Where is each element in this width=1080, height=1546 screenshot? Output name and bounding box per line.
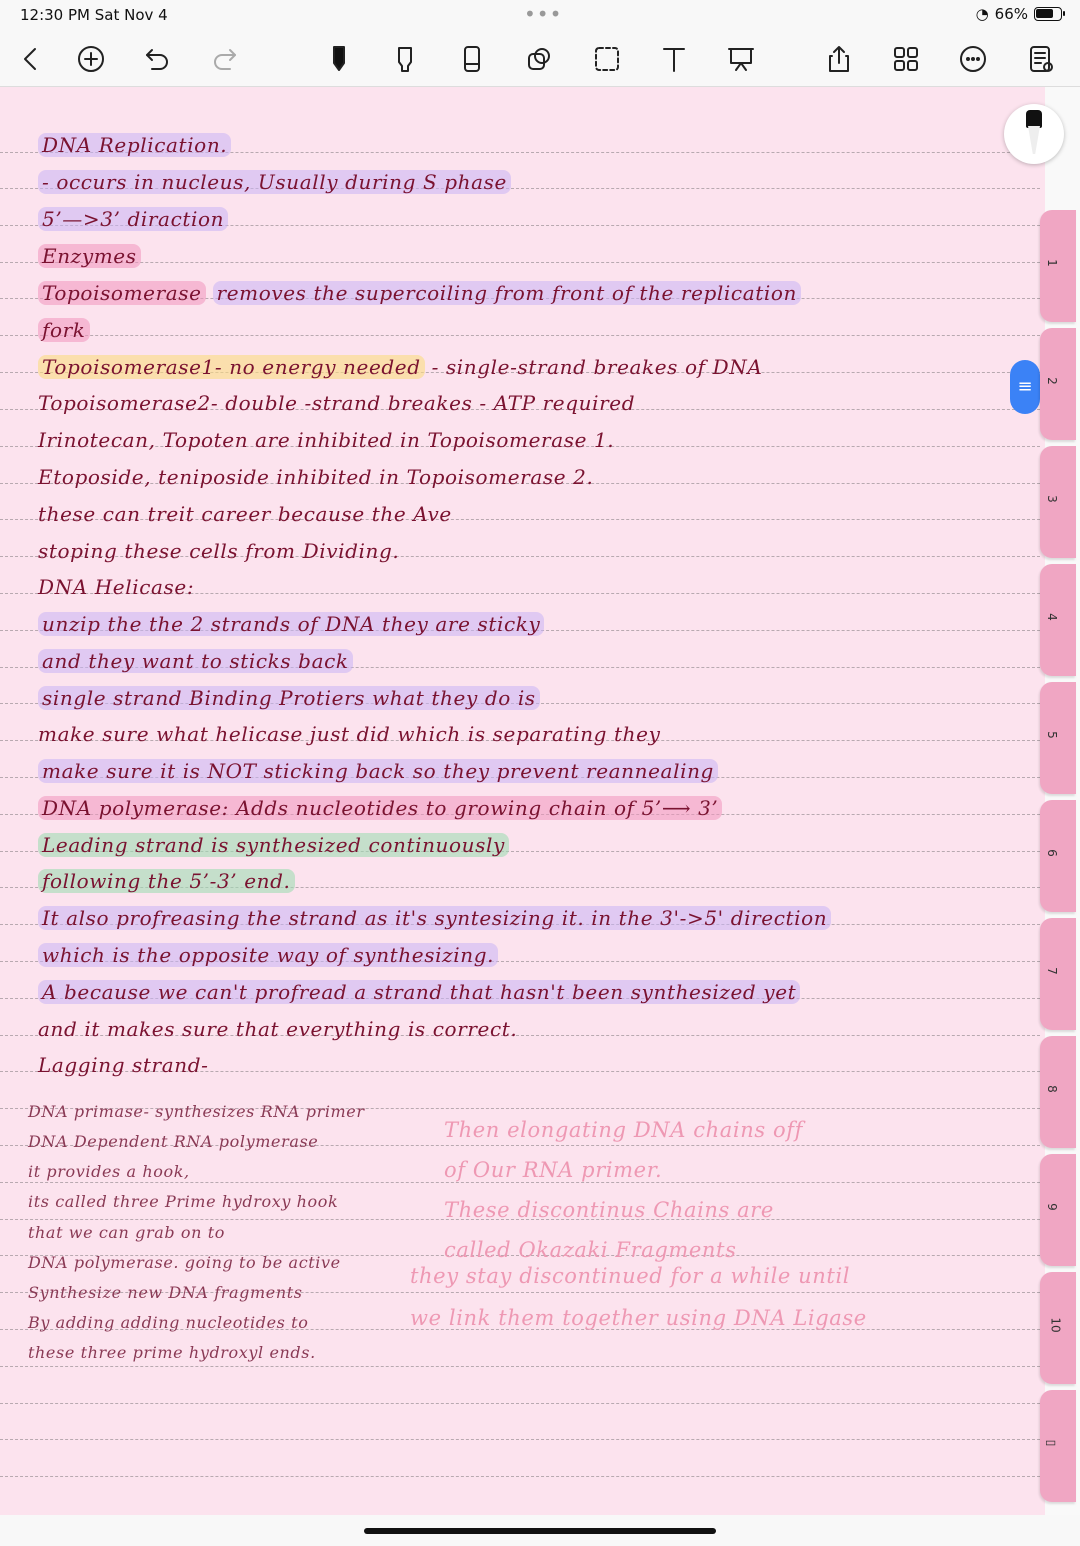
note-left-line: these three prime hydroxyl ends. — [28, 1343, 316, 1362]
note-left-line: its called three Prime hydroxy hook — [28, 1192, 339, 1211]
rule-line — [0, 1439, 1040, 1440]
note-line: It also profreasing the strand as it's syntesizing it. in the 3'->5' direction — [38, 906, 831, 930]
note-line: A because we can't profread a strand that hasn't been synthesized yet — [38, 980, 800, 1004]
back-icon[interactable] — [12, 40, 50, 78]
page-icon: ▯ — [1044, 1439, 1059, 1447]
section-tabs — [1040, 90, 1080, 1530]
tab-9[interactable]: 9 — [1040, 1154, 1076, 1266]
note-line: which is the opposite way of synthesizing. — [38, 943, 498, 967]
note-line: Topoisomerase2- double -strand breakes - ATP required — [38, 391, 636, 415]
note-line: make sure what helicase just did which is separating they — [38, 722, 661, 746]
wifi-icon: ◔ — [975, 5, 989, 23]
note-heading: Enzymes — [38, 244, 141, 268]
battery-icon — [1034, 7, 1062, 21]
note-line: unzip the the 2 strands of DNA they are sticky — [38, 612, 544, 636]
note-line: stoping these cells from Dividing. — [38, 539, 400, 563]
undo-icon[interactable] — [138, 40, 176, 78]
note-left-line: DNA polymerase. going to be active — [28, 1253, 341, 1272]
multitask-dots[interactable]: ••• — [524, 2, 563, 26]
rule-line — [0, 1476, 1040, 1477]
note-heading: DNA Helicase: — [38, 575, 195, 599]
note-left-line: it provides a hook, — [28, 1162, 190, 1181]
pen-icon[interactable] — [320, 40, 358, 78]
tab-5[interactable]: 5 — [1040, 682, 1076, 794]
eraser-icon[interactable] — [453, 40, 491, 78]
note-left-line: DNA Dependent RNA polymerase — [28, 1132, 319, 1151]
more-icon[interactable] — [954, 40, 992, 78]
clock: 12:30 PM Sat Nov 4 — [20, 6, 168, 24]
share-icon[interactable] — [820, 40, 858, 78]
note-left-line: Synthesize new DNA fragments — [28, 1283, 303, 1302]
tab-10[interactable]: 10 — [1040, 1272, 1076, 1384]
lasso-icon[interactable] — [588, 40, 626, 78]
note-line: make sure it is NOT sticking back so they prevent reannealing — [38, 759, 718, 783]
home-indicator[interactable] — [364, 1528, 716, 1534]
note-line: these can treit career because the Ave — [38, 502, 452, 526]
note-right-line: we link them together using DNA Ligase — [410, 1306, 867, 1330]
note-heading: Lagging strand- — [38, 1053, 209, 1077]
shapes-icon[interactable] — [520, 40, 558, 78]
tab-2[interactable]: 2 — [1040, 328, 1076, 440]
note-line: fork — [38, 318, 90, 342]
note-right-line: Then elongating DNA chains off — [444, 1118, 803, 1142]
notebook-icon[interactable] — [1022, 40, 1060, 78]
rule-line — [0, 1403, 1040, 1404]
grid-view-icon[interactable] — [887, 40, 925, 78]
note-line: 5’—>3’ diraction — [38, 207, 228, 231]
text-icon[interactable] — [655, 40, 693, 78]
tab-3[interactable]: 3 — [1040, 446, 1076, 558]
note-line: Etoposide, teniposide inhibited in Topoisomerase 2. — [38, 465, 594, 489]
toolbar — [0, 32, 1080, 87]
status-right — [976, 5, 1062, 23]
battery-percent: 66% — [994, 5, 1028, 23]
note-line: and they want to sticks back — [38, 649, 353, 673]
tab-4[interactable]: 4 — [1040, 564, 1076, 676]
note-right-line: called Okazaki Fragments — [444, 1238, 737, 1262]
note-left-line: By adding adding nucleotides to — [28, 1313, 309, 1332]
new-page-tab[interactable] — [1040, 1390, 1076, 1502]
note-line: Irinotecan, Topoten are inhibited in Topoisomerase 1. — [38, 428, 615, 452]
note-right-line: they stay discontinued for a while until — [410, 1264, 851, 1288]
redo-icon[interactable] — [206, 40, 244, 78]
tab-6[interactable]: 6 — [1040, 800, 1076, 912]
tab-8[interactable]: 8 — [1040, 1036, 1076, 1148]
note-title: DNA Replication. — [38, 133, 231, 157]
rule-line — [0, 1366, 1040, 1367]
note-right-line: These discontinus Chains are — [444, 1198, 774, 1222]
note-line: - occurs in nucleus, Usually during S phase — [38, 170, 511, 194]
note-left-line: DNA primase- synthesizes RNA primer — [28, 1102, 365, 1121]
rule-line — [0, 1182, 1040, 1183]
note-line: Topoisomerase1- no energy needed - single-strand breakes of DNA — [38, 355, 762, 379]
note-line: following the 5’-3’ end. — [38, 869, 295, 893]
tab-7[interactable]: 7 — [1040, 918, 1076, 1030]
note-heading: Leading strand is synthesized continuously — [38, 833, 509, 857]
tab-1[interactable]: 1 — [1040, 210, 1076, 322]
note-left-line: that we can grab on to — [28, 1223, 225, 1242]
note-line: and it makes sure that everything is correct. — [38, 1017, 518, 1041]
presentation-icon[interactable] — [722, 40, 760, 78]
note-heading: DNA polymerase: Adds nucleotides to growing chain of 5’⟶ 3’ — [38, 796, 722, 820]
note-heading: single strand Binding Protiers what they do is — [38, 686, 540, 710]
note-right-line: of Our RNA primer. — [444, 1158, 663, 1182]
note-line: Topoisomerase removes the supercoiling from front of the replication — [38, 281, 801, 305]
rule-line — [0, 262, 1040, 263]
rule-line — [0, 335, 1040, 336]
add-icon[interactable] — [72, 40, 110, 78]
status-bar — [0, 0, 1080, 32]
scroll-handle-icon[interactable]: ≡ — [1010, 360, 1040, 414]
highlighter-icon[interactable] — [386, 40, 424, 78]
